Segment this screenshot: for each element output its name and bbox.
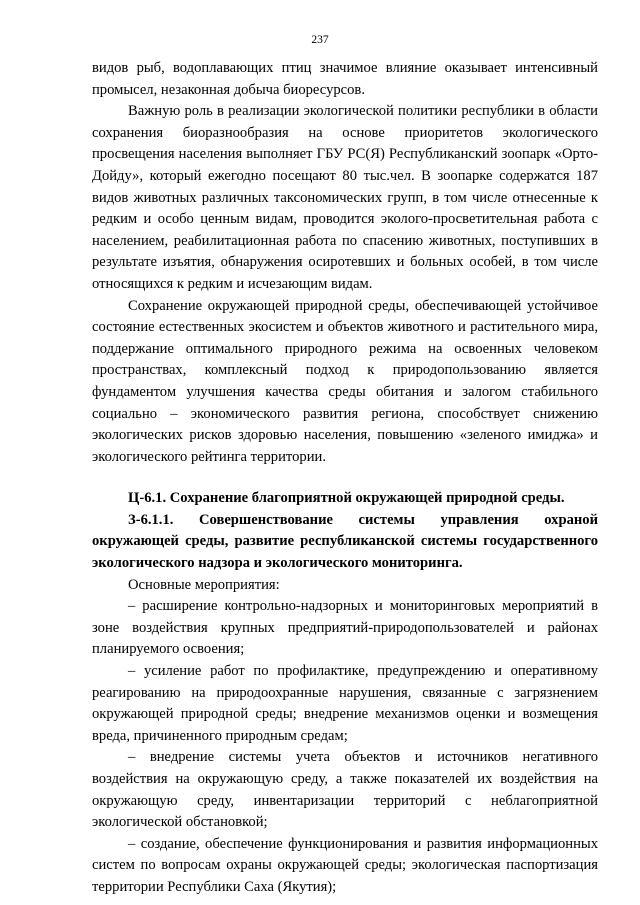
paragraph-environment: Сохранение окружающей природной среды, обеспечивающей устойчивое состояние естественных экосистем и объектов животного и растительного мира, поддержание оптимального природного режима на освоенных человеком пространствах, комплексный подход к природопользованию является фундаментом улучшения качества среды обитания и залогом стабильного социально – экономического развития региона, способствует снижению экологических рисков здоровью населения, повышению «зеленого имиджа» и экологического рейтинга территории.	[92, 297, 598, 465]
paragraph-zoo: Важную роль в реализации экологической политики республики в области сохранения биоразнообразия на основе приоритетов экологического просвещения населения выполняет ГБУ РС(Я) Республиканский зоопарк «Орто-Дойду», который ежегодно посещают 80 тыс.чел. В зоопарке содержатся 187 видов животных различных таксономических групп, в том числе отнесенные к редким и особо ценным видам, проводится эколого-просветительная работа с населением, реабилитационная работа по спасению животных, поступивших в результате изъятия, обнаружения осиротевших и больных особей, в том числе относящихся к редким и исчезающим видам.	[92, 103, 598, 292]
measure-item: – усиление работ по профилактике, предупреждению и оперативному реагированию на природоохранные нарушения, связанные с загрязнением окружающей природной среды; внедрение механизмов оценки и возмещения вреда, причиненного природным средам;	[92, 663, 598, 744]
measure-item: – внедрение системы учета объектов и источников негативного воздействия на окружающую среду, а также показателей их воздействия на окружающую среду, инвентаризации территорий с неблагоприятной экологической обстановкой;	[92, 749, 598, 831]
measure-item: – расширение контрольно-надзорных и мониторинговых мероприятий в зоне воздействия крупных предприятий-природопользователей и районах планируемого освоения;	[92, 598, 598, 658]
paragraph-continued: видов рыб, водоплавающих птиц значимое влияние оказывает интенсивный промысел, незаконная добыча биоресурсов.	[92, 60, 598, 98]
task-heading: З-6.1.1. Совершенствование системы управления охраной окружающей среды, развитие республиканской системы государственного экологического надзора и экологического мониторинга.	[92, 511, 598, 572]
goal-heading: Ц-6.1. Сохранение благоприятной окружающей природной среды.	[128, 490, 565, 507]
measures-intro: Основные мероприятия:	[128, 576, 280, 593]
page-content	[92, 58, 598, 899]
spacer	[92, 468, 598, 488]
measure-item: – создание, обеспечение функционирования и развития информационных систем по вопросам охраны окружающей среды; экологическая паспортизация территории Республики Саха (Якутия);	[92, 835, 598, 895]
page-number: 237	[311, 34, 329, 46]
